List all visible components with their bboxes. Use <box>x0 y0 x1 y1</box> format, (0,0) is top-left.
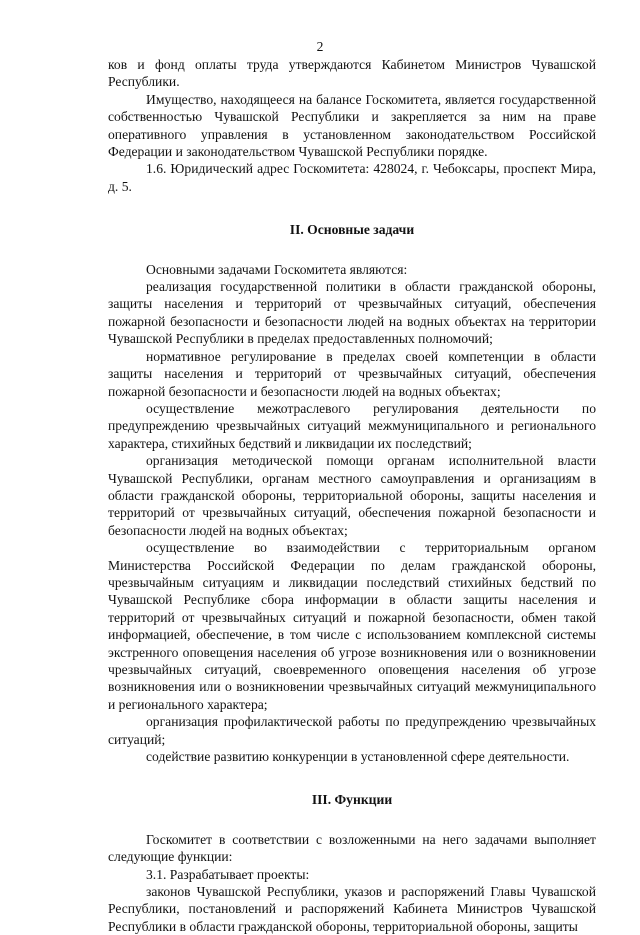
list-item: осуществление во взаимодействии с территориальным органом Министерства Российской Федерации по делам гражданской обороны, чрезвычайным ситуациям и ликвидации последствий стихийных бедствий по Чувашской Республике сбора информации в области защиты населения и территорий от чрезвычайных ситуаций и пожарной безопасности, обмен такой информацией, обеспечение, в том числе с использованием комплексной системы экстренного оповещения населения об угрозе возникновения или о возникновении чрезвычайных ситуаций, своевременного оповещения населения об угрозе возникновения или о возникновении чрезвычайных ситуаций межмуниципального и регионального характера; <box>108 540 596 712</box>
section-heading-2: II. Основные задачи <box>289 222 415 238</box>
section-intro: Госкомитет в соответствии с возложенными на него задачами выполняет следующие функции: <box>108 831 596 865</box>
list-item: осуществление межотраслевого регулирования деятельности по предупреждению чрезвычайных ситуаций межмуниципального и регионального характера, стихийных бедствий и ликвидации их последствий; <box>108 400 596 451</box>
paragraph: Имущество, находящееся на балансе Госкомитета, является государственной собственностью Чувашской Республики и закрепляется за ним на праве оперативного управления в установленном законодательством Российской Федерации и законодательством Чувашской Республики порядке. <box>108 91 596 160</box>
paragraph: законов Чувашской Республики, указов и распоряжений Главы Чувашской Республики, постановлений и распоряжений Кабинета Министров Чувашской Республики в области гражданской обороны, территориальной обороны, защиты <box>108 884 596 934</box>
subsection-title: 3.1. Разрабатывает проекты: <box>146 866 310 882</box>
list-item: реализация государственной политики в области гражданской обороны, защиты населения и территорий от чрезвычайных ситуаций, обеспечения пожарной безопасности и безопасности людей на водных объектах на территории Чувашской Республики в пределах предоставленных полномочий; <box>108 279 596 347</box>
paragraph: 1.6. Юридический адрес Госкомитета: 428024, г. Чебоксары, проспект Мира, д. 5. <box>108 161 596 194</box>
section-intro: Основными задачами Госкомитета являются: <box>146 261 408 277</box>
list-item: содействие развитию конкуренции в установленной сфере деятельности. <box>146 749 570 765</box>
section-heading-3: III. Функции <box>311 792 393 808</box>
list-item: организация методической помощи органам исполнительной власти Чувашской Республики, органам местного самоуправления и организациям в области гражданской обороны, территориальной обороны, защиты населения и территорий от чрезвычайных ситуаций, обеспечения пожарной безопасности и безопасности людей на водных объектах; <box>108 453 596 538</box>
list-item: организация профилактической работы по предупреждению чрезвычайных ситуаций; <box>108 714 596 747</box>
page-number: 2 <box>316 39 324 54</box>
list-item: нормативное регулирование в пределах своей компетенции в области защиты населения и территорий от чрезвычайных ситуаций, обеспечения пожарной безопасности и безопасности людей на водных объектах; <box>108 348 596 399</box>
document-body <box>108 56 596 935</box>
paragraph: ков и фонд оплаты труда утверждаются Кабинетом Министров Чувашской Республики. <box>108 57 596 90</box>
